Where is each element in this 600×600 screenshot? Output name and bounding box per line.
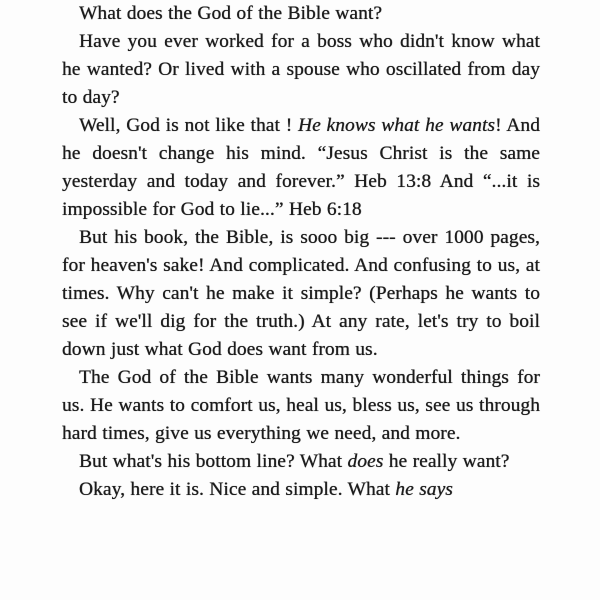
text-run: But what's his bottom line? What xyxy=(79,451,348,472)
text-column xyxy=(62,0,540,504)
emphasis-he-says: he says xyxy=(395,479,453,500)
text-run: Okay, here it is. Nice and simple. What xyxy=(79,479,396,500)
text-run: Well, God is not like that ! xyxy=(79,115,298,136)
text-run: ! And he doesn't change his mind. “Jesus Christ is the same yesterday and today and forever.” Heb 13:8 And “...it is impossible for God to lie...” Heb 6:18 xyxy=(62,115,540,220)
paragraph-bottom-line xyxy=(62,448,540,476)
emphasis-does: does xyxy=(347,451,384,472)
paragraph-boss-spouse: Have you ever worked for a boss who didn't know what he wanted? Or lived with a spouse who oscillated from day to day? xyxy=(62,31,540,108)
text-run: he really want? xyxy=(383,451,510,472)
paragraph-okay-here-it-is xyxy=(62,476,540,504)
emphasis-he-knows-what-he-wants: He knows what he wants xyxy=(298,115,496,136)
paragraph-heading-question: What does the God of the Bible want? xyxy=(79,3,383,24)
paragraph-wonderful-things: The God of the Bible wants many wonderful things for us. He wants to comfort us, heal us, bless us, see us through hard times, give us everything we need, and more. xyxy=(62,367,540,444)
paragraph-god-not-like-that xyxy=(62,112,540,224)
paragraph-bible-is-big: But his book, the Bible, is sooo big --- over 1000 pages, for heaven's sake! And complicated. And confusing to us, at times. Why can't he make it simple? (Perhaps he wants to see if we'll dig for the truth.) At any rate, let's try to boil down just what God does want from us. xyxy=(62,227,540,360)
